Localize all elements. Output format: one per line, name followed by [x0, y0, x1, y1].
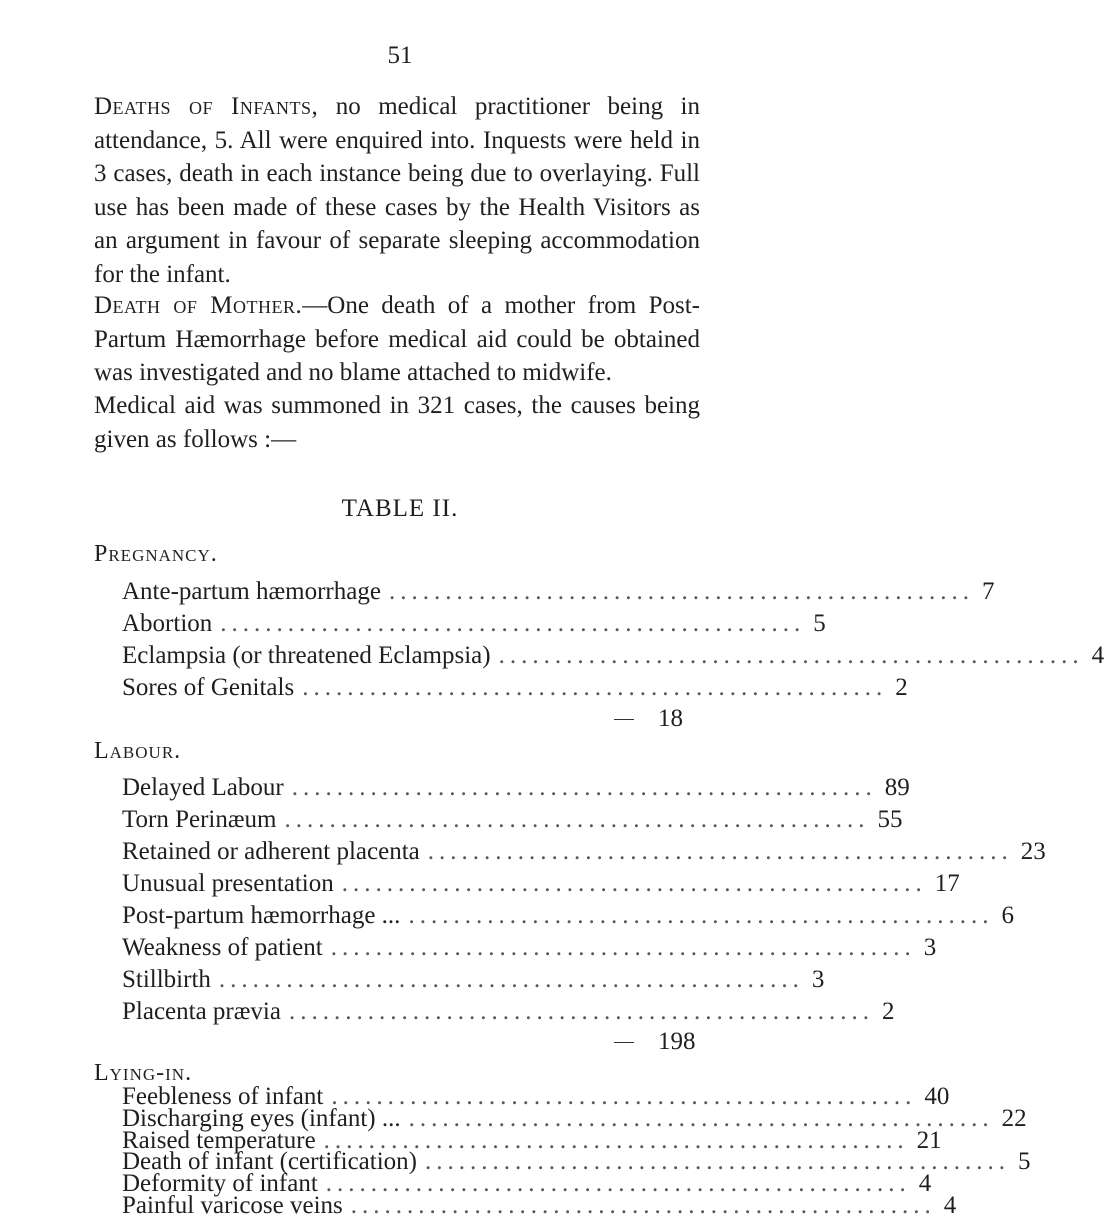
- row-value: 2: [895, 674, 908, 701]
- paragraph-text: —One death of a mother from Post-Partum Hæmorrhage before medical aid could be obtained was investigated and no blame attached to midwife.: [94, 292, 700, 386]
- row-value: 4: [1091, 642, 1104, 669]
- dot-leader: ....................................................: [408, 1104, 994, 1132]
- row-label: Abortion: [122, 610, 213, 637]
- row-value: 40: [924, 1083, 950, 1110]
- dot-leader: ....................................................: [350, 1192, 936, 1219]
- table-row: [122, 1192, 957, 1219]
- paragraph-lead: Deaths of Infants,: [94, 93, 319, 120]
- dot-leader: ....................................................: [331, 1083, 917, 1110]
- row-value: 21: [916, 1126, 942, 1154]
- dot-leader: ....................................................: [498, 642, 1084, 669]
- dot-leader: ....................................................: [284, 806, 870, 833]
- row-label: Placenta prævia: [122, 998, 281, 1025]
- row-value: 6: [1001, 902, 1014, 929]
- row-value: 3: [811, 966, 825, 993]
- row-label: Delayed Labour: [122, 774, 284, 801]
- dot-leader: ....................................................: [302, 674, 888, 701]
- dot-leader: ....................................................: [427, 838, 1013, 865]
- page-number: 51: [387, 42, 413, 69]
- table-title: TABLE II.: [341, 495, 459, 522]
- row-label: Unusual presentation: [122, 870, 334, 897]
- table-row: [122, 836, 1046, 868]
- row-label: Discharging eyes (infant) ...: [122, 1104, 401, 1132]
- dot-leader: ....................................................: [291, 774, 877, 801]
- row-value: 89: [884, 774, 910, 801]
- row-label: Ante-partum hæmorrhage: [122, 578, 381, 605]
- paragraph-text: no medical practitioner being in attendance, 5. All were enquired into. Inquests were held in 3 cases, death in each instance being due to overlaying. Full use has been made of these cases by the Health Visitors as an argument in favour of separate sleeping accommodation for the infant.: [94, 93, 700, 288]
- table-row: [122, 868, 960, 900]
- table-row: [122, 932, 937, 964]
- table-row: [122, 608, 826, 640]
- subtotal-pregnancy: [612, 704, 712, 734]
- table-row: [122, 900, 1014, 932]
- section-heading-lying-in: Lying-in.: [94, 1060, 193, 1086]
- row-value: 5: [813, 610, 826, 637]
- dot-leader: ....................................................: [218, 966, 804, 993]
- row-value: 3: [923, 934, 937, 961]
- table-row: [122, 672, 908, 704]
- row-label: Feebleness of infant: [122, 1083, 324, 1110]
- paragraph-text: Medical aid was summoned in 321 cases, the causes being given as follows :—: [94, 392, 700, 453]
- row-label: Death of infant (certification): [122, 1148, 417, 1176]
- table-row: [122, 640, 1104, 672]
- paragraph-deaths-of-infants: [94, 90, 700, 291]
- dot-leader: ....................................................: [323, 1126, 909, 1154]
- dot-leader: ....................................................: [325, 1170, 911, 1198]
- row-label: Stillbirth: [122, 966, 211, 993]
- dot-leader: ....................................................: [288, 998, 874, 1025]
- row-label: Painful varicose veins: [122, 1192, 343, 1219]
- paragraph-lead: Death of Mother.: [94, 292, 303, 319]
- row-label: Retained or adherent placenta: [122, 838, 420, 865]
- row-value: 4: [918, 1170, 932, 1198]
- row-label: Eclampsia (or threatened Eclampsia): [122, 642, 491, 669]
- dot-leader: ....................................................: [341, 870, 927, 897]
- row-label: Torn Perinæum: [122, 806, 277, 833]
- row-value: 7: [981, 578, 995, 605]
- section-heading-labour: Labour.: [94, 738, 182, 764]
- row-label: Post-partum hæmorrhage ...: [122, 902, 401, 929]
- row-value: 55: [877, 806, 903, 833]
- row-value: 22: [1001, 1104, 1027, 1132]
- dot-leader: ....................................................: [220, 610, 806, 637]
- dot-leader: ....................................................: [425, 1148, 1010, 1176]
- table-row: [122, 996, 895, 1028]
- row-label: Sores of Genitals: [122, 674, 295, 701]
- paragraph-medical-aid: [94, 389, 700, 456]
- row-value: 17: [934, 870, 960, 897]
- row-label: Raised temperature: [122, 1126, 316, 1154]
- row-label: Weakness of patient: [122, 934, 323, 961]
- paragraph-death-of-mother: [94, 289, 700, 390]
- table-row: [122, 576, 995, 608]
- subtotal-dash: [614, 1042, 634, 1043]
- table-row: [122, 772, 910, 804]
- dot-leader: ....................................................: [408, 902, 994, 929]
- table-row: [122, 964, 825, 996]
- row-label: Deformity of infant: [122, 1170, 318, 1198]
- row-value: 4: [943, 1192, 957, 1219]
- table-row: [122, 804, 903, 836]
- section-heading-pregnancy: Pregnancy.: [94, 541, 218, 567]
- dot-leader: ....................................................: [330, 934, 916, 961]
- subtotal-value: 18: [658, 705, 683, 732]
- row-value: 2: [881, 998, 895, 1025]
- row-value: 5: [1018, 1148, 1031, 1176]
- row-value: 23: [1020, 838, 1046, 865]
- subtotal-labour: [612, 1027, 712, 1057]
- subtotal-dash: [614, 719, 634, 720]
- subtotal-value: 198: [658, 1028, 696, 1055]
- dot-leader: ....................................................: [388, 578, 974, 605]
